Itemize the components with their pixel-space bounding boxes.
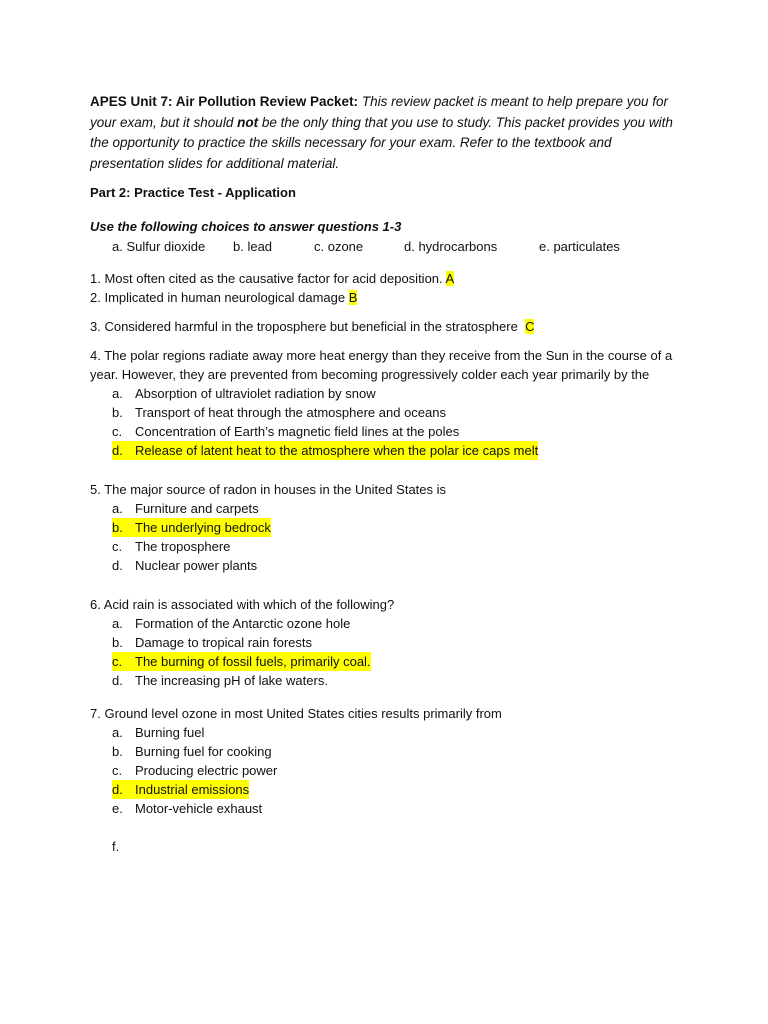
list-item: b. Transport of heat through the atmosphere and oceans — [112, 405, 446, 420]
list-item: a. Formation of the Antarctic ozone hole — [112, 616, 351, 631]
question-3: 3. Considered harmful in the troposphere but beneficial in the stratosphere C — [90, 319, 535, 334]
shared-choices — [90, 237, 680, 256]
choice-b: b. lead — [233, 239, 273, 254]
choice-d: d. hydrocarbons — [404, 239, 498, 254]
question-4: 4. The polar regions radiate away more heat energy than they receive from the Sun in the course of a year. However, they are prevented from becoming progressively colder each year primarily by the — [90, 348, 673, 382]
list-item: c. Producing electric power — [112, 763, 278, 778]
list-item: c. The troposphere — [112, 539, 231, 554]
intro-not: not — [237, 114, 259, 130]
list-item-answer: c. The burning of fossil fuels, primarily coal. — [112, 654, 371, 669]
list-item: e. Motor-vehicle exhaust — [112, 801, 263, 816]
intro-desc-b: be the only thing that you use to study. This packet provides you with the opportunity to practice the skills necessary for your exam. Refer to the textbook and presentation slides for additional material. — [90, 114, 673, 171]
list-item: d. Nuclear power plants — [112, 558, 258, 573]
intro-desc-a: This review packet is meant to help prepare you for your exam, but it should — [90, 94, 668, 130]
question-7: 7. Ground level ozone in most United States cities results primarily from — [90, 706, 502, 721]
list-item: b. Damage to tropical rain forests — [112, 635, 313, 650]
answer-1: A — [445, 271, 455, 286]
list-item: a. Furniture and carpets — [112, 501, 259, 516]
list-item-answer: b. The underlying bedrock — [112, 520, 271, 535]
intro-paragraph — [90, 92, 680, 174]
list-item: b. Burning fuel for cooking — [112, 744, 272, 759]
question-2: 2. Implicated in human neurological damage B — [90, 290, 358, 305]
packet-title: APES Unit 7: Air Pollution Review Packet: — [90, 94, 359, 109]
choice-c: c. ozone — [314, 239, 364, 254]
choices-heading: Use the following choices to answer questions 1-3 — [90, 219, 402, 234]
list-item: a. Absorption of ultraviolet radiation by snow — [112, 386, 376, 401]
question-6-options — [90, 614, 680, 690]
question-5-options — [90, 499, 680, 575]
answer-2: B — [348, 290, 358, 305]
question-4-options — [90, 384, 680, 460]
list-item-answer: d. Industrial emissions — [112, 782, 250, 797]
list-item: a. Burning fuel — [112, 725, 205, 740]
list-item-answer: d. Release of latent heat to the atmosphere when the polar ice caps melt — [112, 443, 539, 458]
answer-3: C — [525, 319, 535, 334]
question-7-options — [90, 723, 680, 818]
question-6: 6. Acid rain is associated with which of the following? — [90, 597, 395, 612]
choice-e: e. particulates — [539, 239, 620, 254]
question-1: 1. Most often cited as the causative factor for acid deposition. A — [90, 271, 455, 286]
trailing-list-item: f. — [112, 839, 120, 854]
part-heading: Part 2: Practice Test - Application — [90, 185, 296, 200]
list-item: c. Concentration of Earth’s magnetic field lines at the poles — [112, 424, 460, 439]
question-5: 5. The major source of radon in houses in the United States is — [90, 482, 447, 497]
review-packet-page — [90, 92, 680, 856]
list-item: d. The increasing pH of lake waters. — [112, 673, 328, 688]
choice-a: a. Sulfur dioxide — [112, 239, 206, 254]
